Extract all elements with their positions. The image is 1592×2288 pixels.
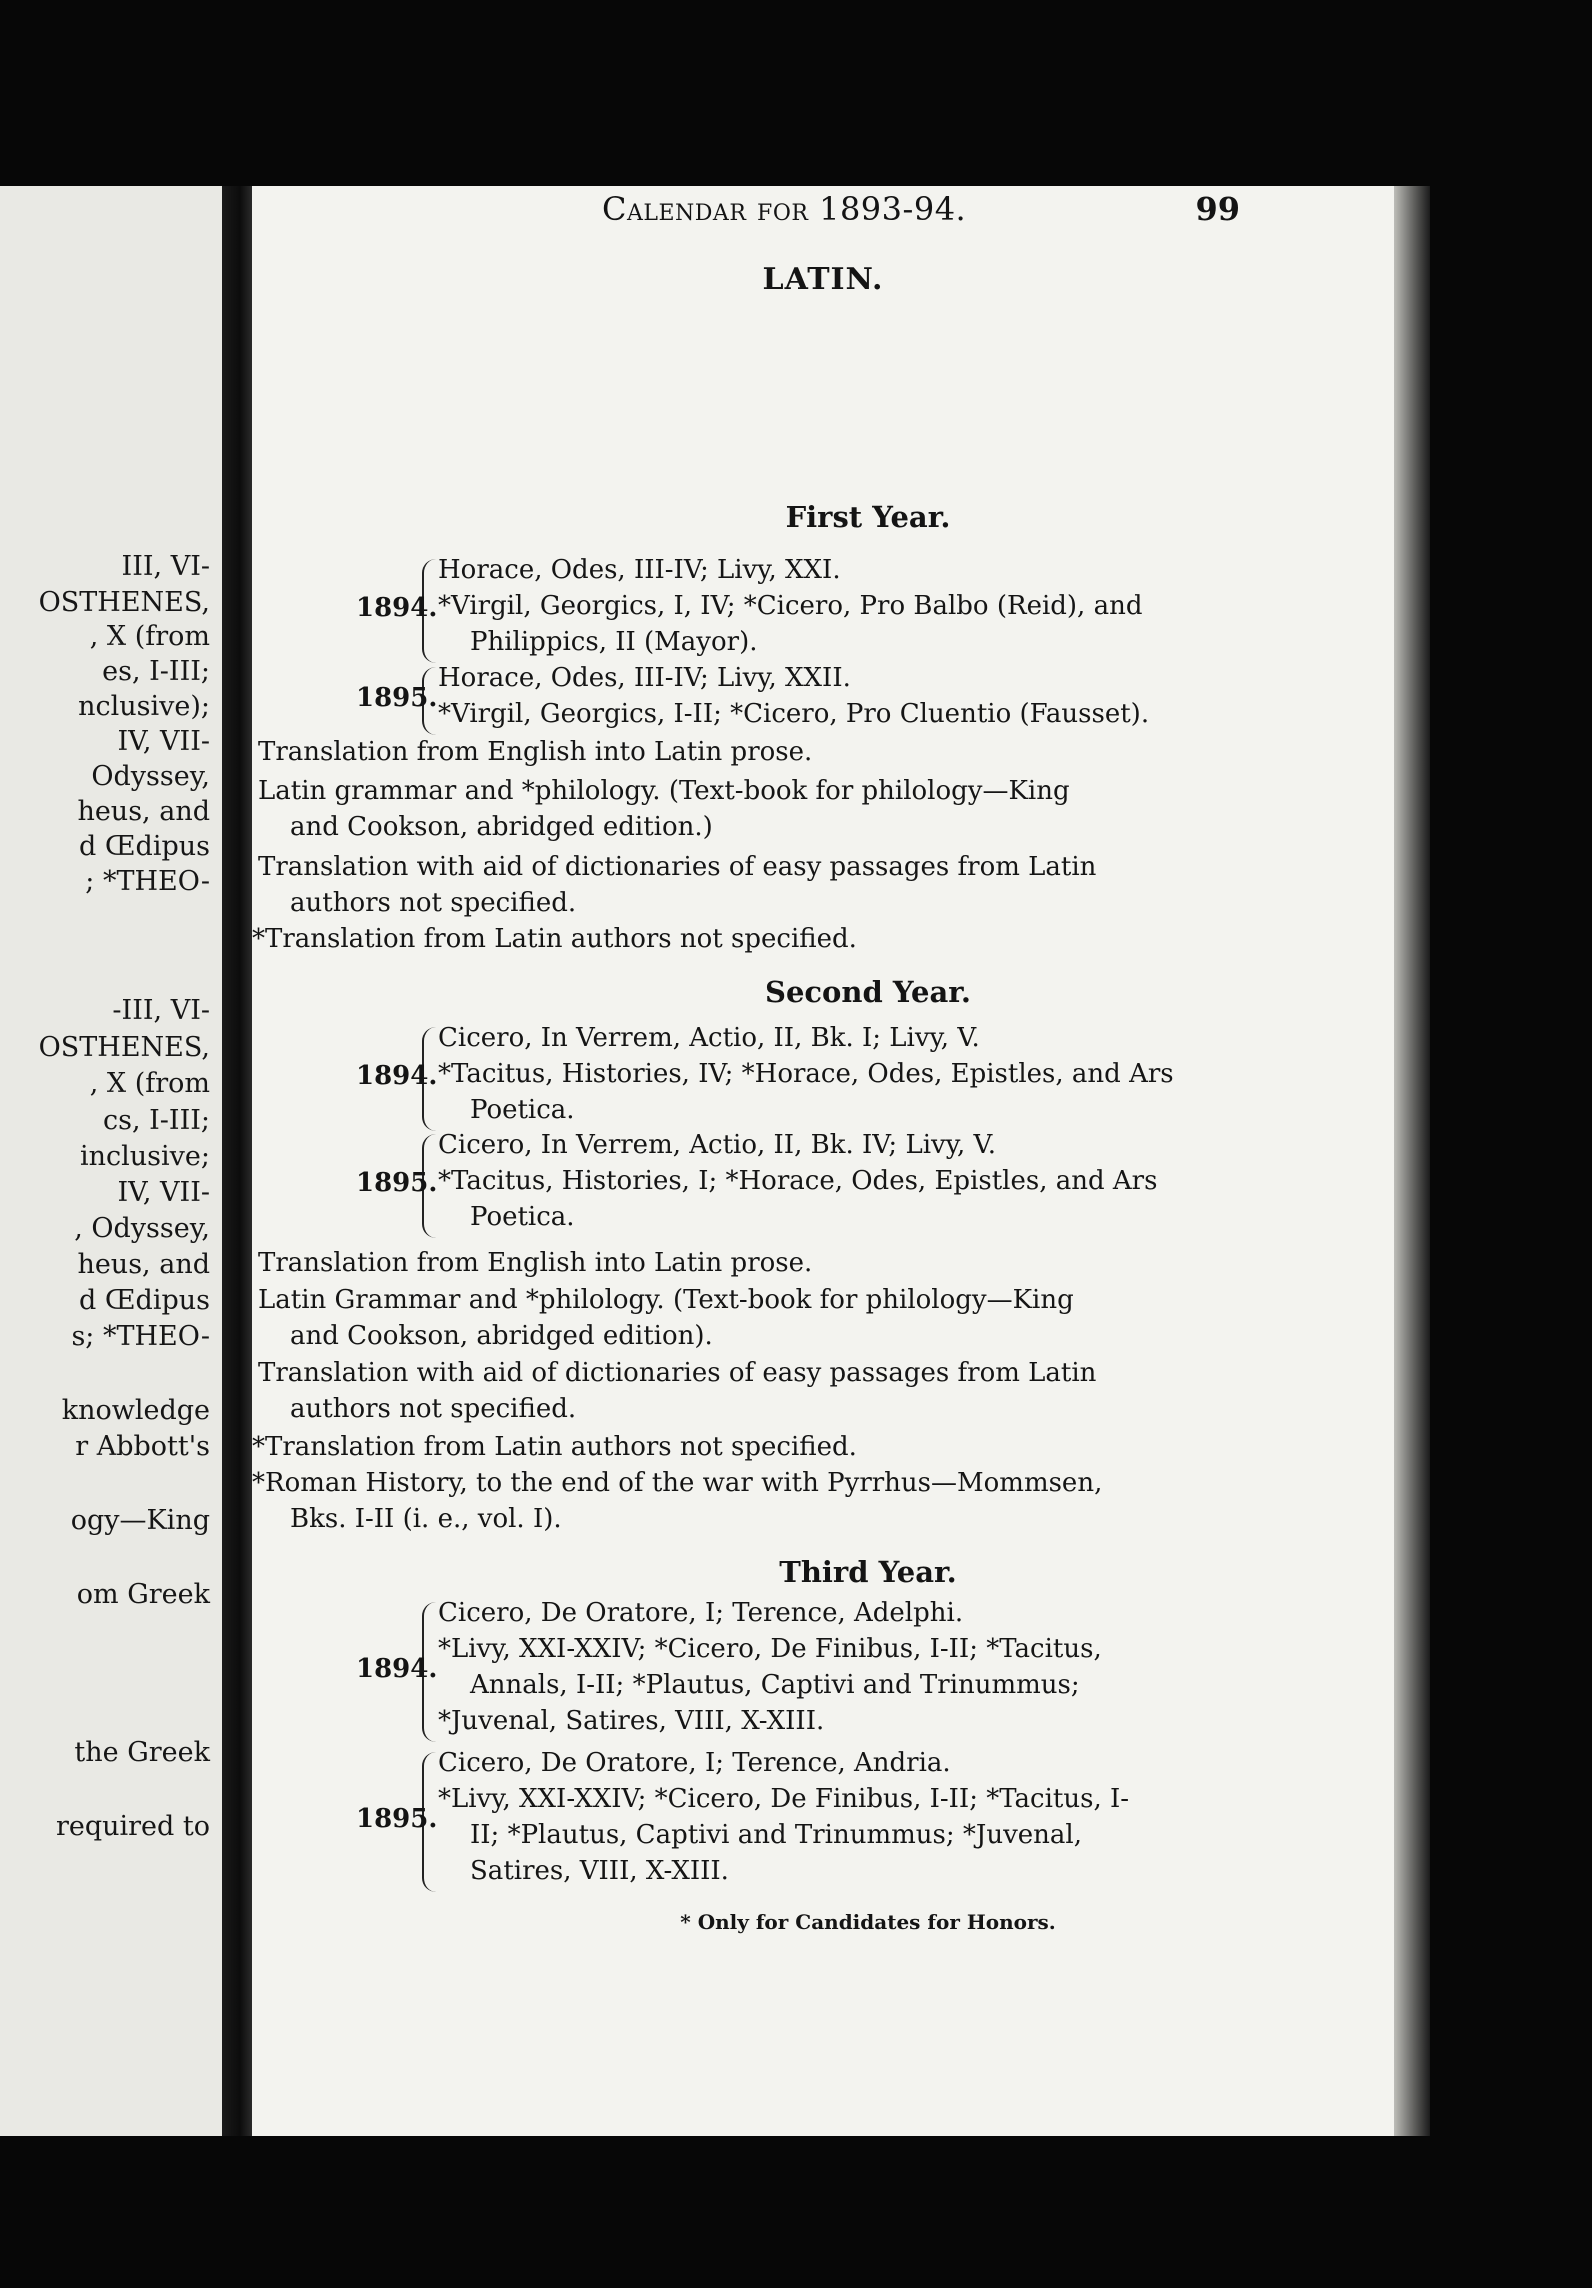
exam-year: 1894. xyxy=(356,1654,438,1684)
book-gutter xyxy=(222,186,252,2136)
requirement-line: and Cookson, abridged edition). xyxy=(290,1321,713,1351)
syllabus-line: Horace, Odes, III-IV; Livy, XXII. xyxy=(438,663,851,693)
syllabus-group xyxy=(252,1598,1394,1748)
syllabus-group xyxy=(252,555,1394,669)
year-heading: Third Year. xyxy=(779,1555,957,1589)
left-page-line: d Œdipus xyxy=(78,831,210,862)
left-page-line: IV, VII- xyxy=(117,1177,210,1208)
running-head-title: Calendar for 1893-94. xyxy=(602,190,967,228)
footnote: * Only for Candidates for Honors. xyxy=(680,1910,1056,1934)
syllabus-group xyxy=(252,1748,1394,1898)
requirement-paragraph xyxy=(252,852,1394,928)
left-page-line: s; *THEO- xyxy=(71,1321,210,1352)
syllabus-line: Annals, I-II; *Plautus, Captivi and Trinummus; xyxy=(470,1670,1080,1700)
requirement-line: Translation with aid of dictionaries of easy passages from Latin xyxy=(258,852,1097,882)
left-page-line: d Œdipus xyxy=(78,1285,210,1316)
left-page-line: heus, and xyxy=(77,1249,210,1280)
year-heading: Second Year. xyxy=(765,975,971,1009)
exam-year: 1895. xyxy=(356,683,438,713)
syllabus-line: Cicero, In Verrem, Actio, II, Bk. I; Livy, V. xyxy=(438,1023,980,1053)
requirement-paragraph xyxy=(252,737,1394,777)
syllabus-line: Cicero, In Verrem, Actio, II, Bk. IV; Livy, V. xyxy=(438,1130,996,1160)
exam-year: 1895. xyxy=(356,1804,438,1834)
left-facing-page xyxy=(0,186,222,2136)
requirement-line: *Translation from Latin authors not specified. xyxy=(252,924,857,954)
left-page-line: om Greek xyxy=(76,1579,210,1610)
requirement-line: *Roman History, to the end of the war with Pyrrhus—Mommsen, xyxy=(252,1468,1103,1498)
syllabus-line: *Tacitus, Histories, IV; *Horace, Odes, Epistles, and Ars xyxy=(438,1059,1174,1089)
left-page-line: the Greek xyxy=(74,1737,210,1768)
syllabus-line: Cicero, De Oratore, I; Terence, Adelphi. xyxy=(438,1598,964,1628)
page-edge-shadow xyxy=(1394,186,1430,2136)
left-page-line: knowledge xyxy=(61,1395,210,1426)
requirement-paragraph xyxy=(252,776,1394,852)
syllabus-line: Philippics, II (Mayor). xyxy=(470,627,758,657)
syllabus-line: *Livy, XXI-XXIV; *Cicero, De Finibus, I-II; *Tacitus, I- xyxy=(438,1784,1130,1814)
requirement-line: Translation from English into Latin prose. xyxy=(258,1248,813,1278)
left-page-line: required to xyxy=(55,1811,210,1842)
left-page-line: inclusive; xyxy=(80,1141,210,1172)
left-page-line: ogy—King xyxy=(70,1505,210,1536)
page-number: 99 xyxy=(1195,190,1240,228)
left-page-line: r Abbott's xyxy=(75,1431,210,1462)
left-page-line: , X (from xyxy=(89,621,210,652)
syllabus-group xyxy=(252,1023,1394,1137)
section-title: LATIN. xyxy=(762,262,884,297)
requirement-line: authors not specified. xyxy=(290,888,577,918)
left-page-line: , X (from xyxy=(89,1068,210,1099)
syllabus-line: *Livy, XXI-XXIV; *Cicero, De Finibus, I-II; *Tacitus, xyxy=(438,1634,1102,1664)
syllabus-line: *Virgil, Georgics, I, IV; *Cicero, Pro Balbo (Reid), and xyxy=(438,591,1143,621)
requirement-line: and Cookson, abridged edition.) xyxy=(290,812,713,842)
syllabus-line: *Tacitus, Histories, I; *Horace, Odes, Epistles, and Ars xyxy=(438,1166,1158,1196)
syllabus-line: Poetica. xyxy=(470,1202,575,1232)
left-page-line: es, I-III; xyxy=(102,656,210,687)
left-page-line: ; *THEO- xyxy=(85,866,210,897)
left-page-line: -III, VI- xyxy=(112,995,210,1026)
requirement-paragraph xyxy=(252,1468,1394,1544)
syllabus-line: Horace, Odes, III-IV; Livy, XXI. xyxy=(438,555,841,585)
requirement-paragraph xyxy=(252,1432,1394,1472)
left-page-line: cs, I-III; xyxy=(102,1105,210,1136)
requirement-line: *Translation from Latin authors not specified. xyxy=(252,1432,857,1462)
left-page-line: heus, and xyxy=(77,796,210,827)
syllabus-line: Satires, VIII, X-XIII. xyxy=(470,1856,729,1886)
requirement-line: Latin grammar and *philology. (Text-book for philology—King xyxy=(258,776,1070,806)
exam-year: 1894. xyxy=(356,1061,438,1091)
exam-year: 1894. xyxy=(356,593,438,623)
left-page-line: OSTHENES, xyxy=(38,587,210,618)
requirement-paragraph xyxy=(252,1358,1394,1434)
syllabus-line: *Virgil, Georgics, I-II; *Cicero, Pro Cluentio (Fausset). xyxy=(438,699,1150,729)
syllabus-line: Poetica. xyxy=(470,1095,575,1125)
requirement-paragraph xyxy=(252,924,1394,964)
requirement-line: Latin Grammar and *philology. (Text-book for philology—King xyxy=(258,1285,1074,1315)
left-page-line: Odyssey, xyxy=(91,761,210,792)
exam-year: 1895. xyxy=(356,1168,438,1198)
syllabus-group xyxy=(252,663,1394,741)
left-page-line: III, VI- xyxy=(121,551,210,582)
requirement-paragraph xyxy=(252,1285,1394,1361)
left-page-line: IV, VII- xyxy=(117,726,210,757)
requirement-line: Translation with aid of dictionaries of easy passages from Latin xyxy=(258,1358,1097,1388)
requirement-paragraph xyxy=(252,1248,1394,1288)
left-page-line: , Odyssey, xyxy=(74,1213,210,1244)
syllabus-line: *Juvenal, Satires, VIII, X-XIII. xyxy=(438,1706,825,1736)
left-page-line: nclusive); xyxy=(78,691,210,722)
requirement-line: Translation from English into Latin prose. xyxy=(258,737,813,767)
requirement-line: Bks. I-II (i. e., vol. I). xyxy=(290,1504,562,1534)
running-head xyxy=(350,190,1250,234)
year-heading: First Year. xyxy=(785,500,951,534)
syllabus-line: II; *Plautus, Captivi and Trinummus; *Juvenal, xyxy=(470,1820,1082,1850)
syllabus-line: Cicero, De Oratore, I; Terence, Andria. xyxy=(438,1748,951,1778)
requirement-line: authors not specified. xyxy=(290,1394,577,1424)
left-page-line: OSTHENES, xyxy=(38,1032,210,1063)
syllabus-group xyxy=(252,1130,1394,1244)
